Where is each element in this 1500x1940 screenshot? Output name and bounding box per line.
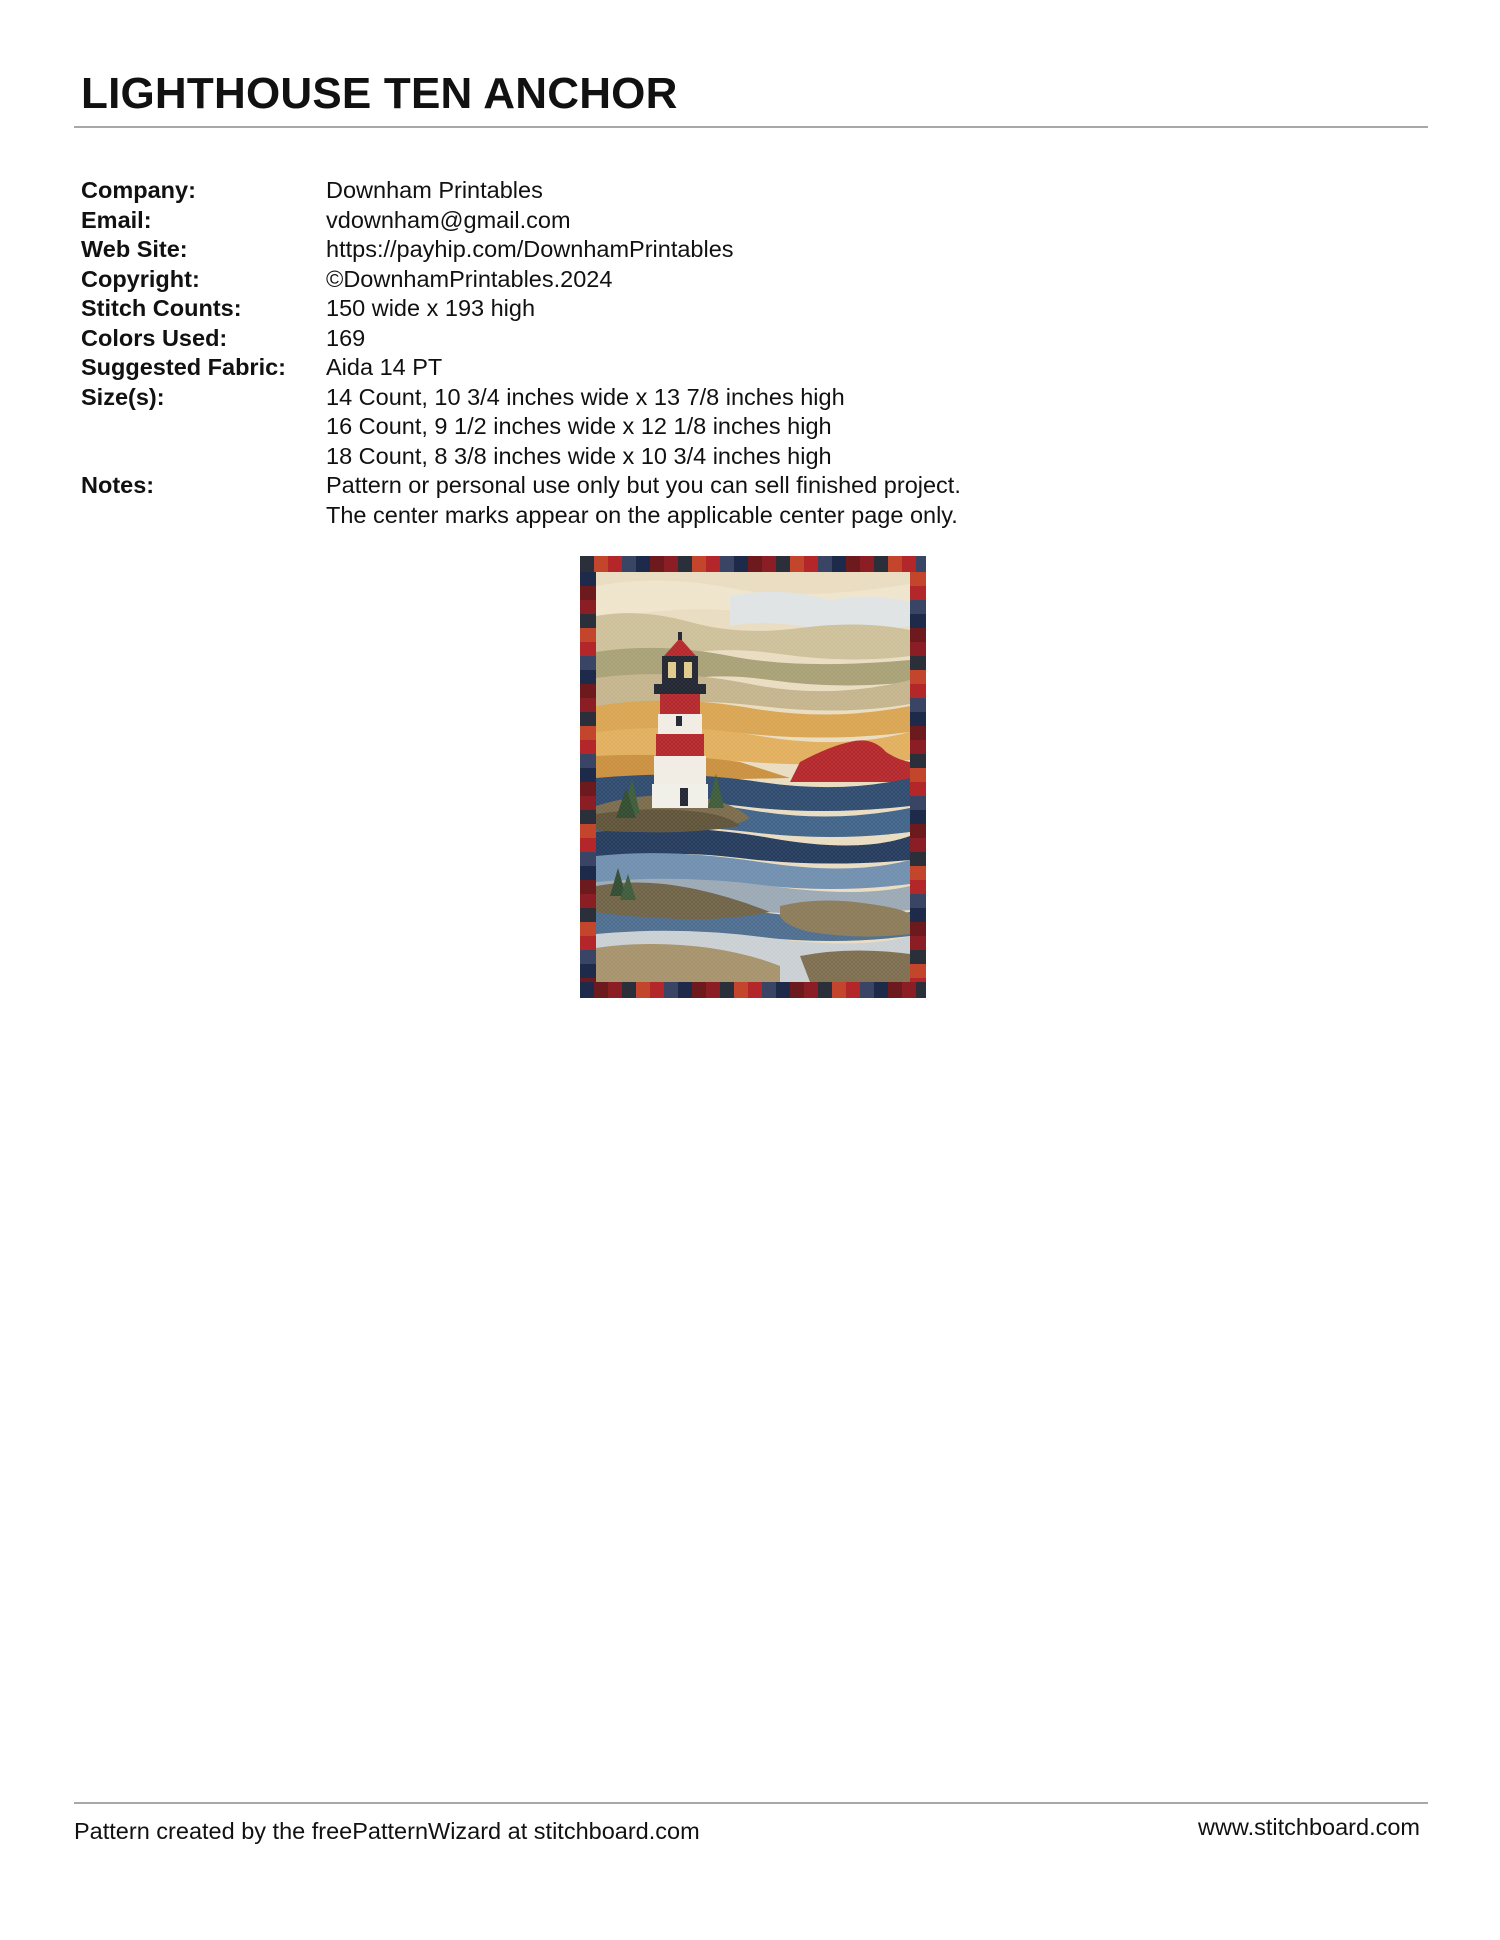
info-label: Stitch Counts:	[81, 295, 242, 321]
info-label: Copyright:	[81, 265, 200, 292]
info-value: 169	[326, 324, 366, 351]
info-label: Size(s):	[81, 383, 165, 410]
info-row-suggested-fabric	[81, 353, 1331, 383]
info-label: Web Site:	[81, 236, 188, 262]
info-label: Colors Used:	[81, 324, 228, 351]
info-row-notes	[81, 471, 1331, 530]
info-label: Email:	[81, 206, 152, 233]
info-row-sizes	[81, 383, 1331, 472]
footer-divider	[74, 1802, 1428, 1804]
info-row-email	[81, 206, 1331, 236]
info-value: vdownham@gmail.com	[326, 206, 571, 233]
footer-credit: Pattern created by the freePatternWizard at stitchboard.com	[74, 1818, 700, 1844]
scene	[596, 572, 910, 982]
info-value: ©DownhamPrintables.2024	[326, 265, 613, 292]
info-value: Pattern or personal use only but you can sell finished project.	[326, 472, 961, 498]
info-value: 18 Count, 8 3/8 inches wide x 10 3/4 inches high	[326, 442, 832, 469]
info-row-stitch-counts	[81, 294, 1331, 324]
info-value: 150 wide x 193 high	[326, 295, 536, 321]
info-label: Notes:	[81, 472, 155, 498]
info-row-copyright	[81, 265, 1331, 295]
info-value: The center marks appear on the applicable center page only.	[326, 501, 958, 528]
info-value: Downham Printables	[326, 177, 543, 203]
info-row-company	[81, 176, 1331, 206]
info-row-website	[81, 235, 1331, 265]
pattern-info-table	[81, 176, 1331, 530]
info-value: 14 Count, 10 3/4 inches wide x 13 7/8 inches high	[326, 383, 845, 410]
page-title: LIGHTHOUSE TEN ANCHOR	[81, 69, 678, 118]
header-divider	[74, 126, 1428, 128]
info-label: Suggested Fabric:	[81, 354, 287, 380]
info-value: https://payhip.com/DownhamPrintables	[326, 236, 734, 262]
info-label: Company:	[81, 177, 196, 203]
footer-website: www.stitchboard.com	[1197, 1814, 1420, 1840]
info-row-colors-used	[81, 324, 1331, 354]
info-value: Aida 14 PT	[326, 354, 443, 380]
pattern-preview-image	[580, 556, 926, 998]
info-value: 16 Count, 9 1/2 inches wide x 12 1/8 inches high	[326, 413, 832, 439]
